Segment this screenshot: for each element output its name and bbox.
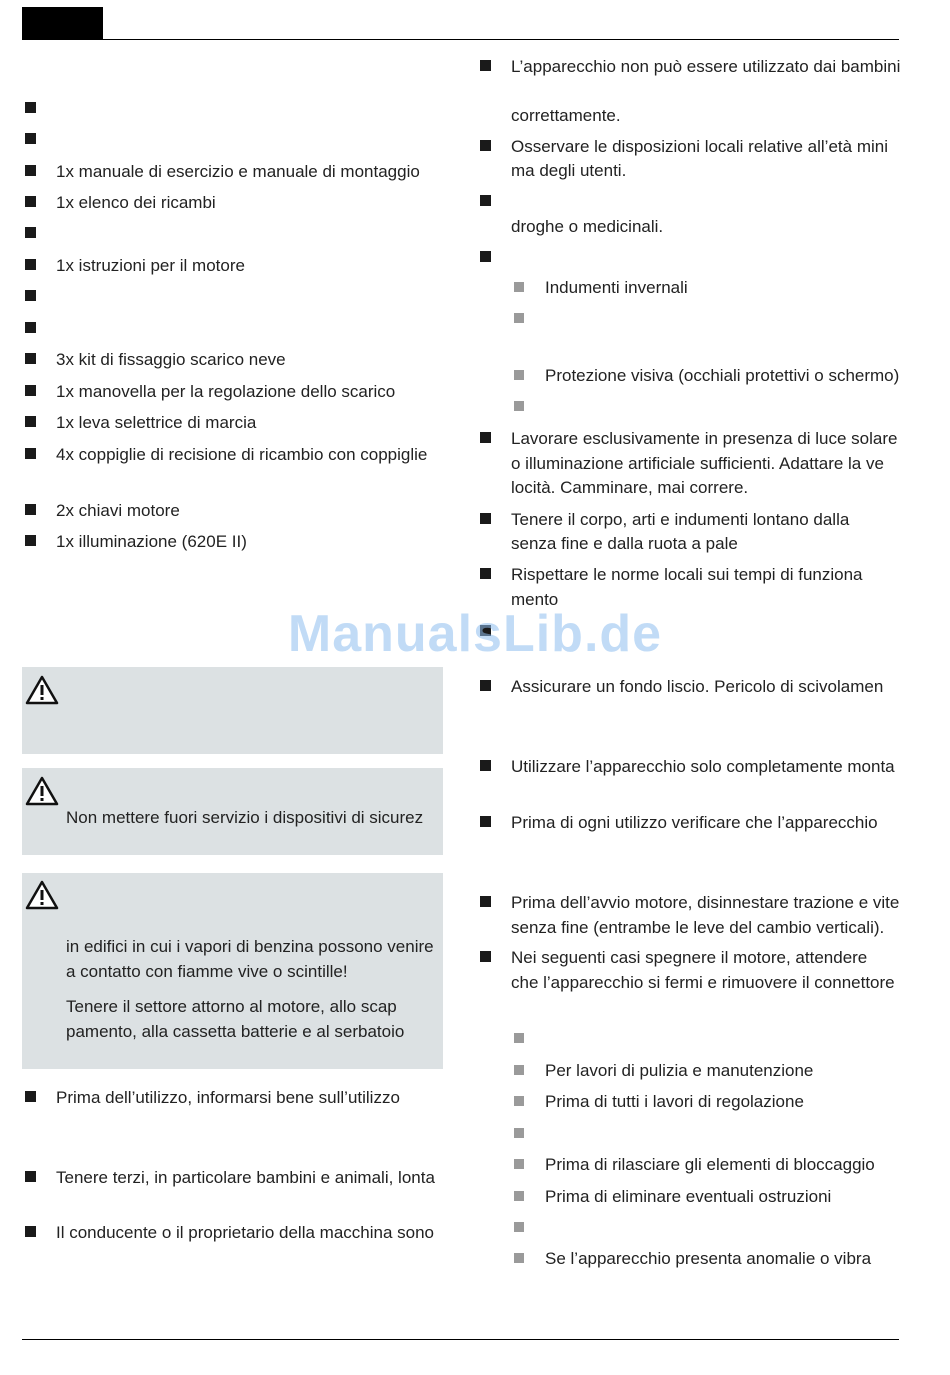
bullet [25, 504, 36, 515]
warning-text: Tenere il settore attorno al motore, allo scap [66, 997, 397, 1016]
bullet [25, 535, 36, 546]
text-line: Rispettare le norme locali sui tempi di funziona [511, 565, 863, 584]
bullet [25, 1091, 36, 1102]
text-line: Tenere il corpo, arti e indumenti lontano dalla [511, 510, 850, 529]
text-line: Utilizzare l’apparecchio solo completamente monta [511, 757, 895, 776]
list-item: Il conducente o il proprietario della macchina sono [56, 1223, 435, 1242]
sub-bullet [514, 1253, 524, 1263]
text-line: ma degli utenti. [511, 161, 627, 180]
bullet [25, 353, 36, 364]
bullet [25, 1226, 36, 1237]
text-line: Per lavori di pulizia e manutenzione [545, 1061, 814, 1080]
list-item: 1x manuale di esercizio e manuale di montaggio [56, 162, 420, 181]
list-item: 1x illuminazione (620E II) [56, 532, 247, 551]
list-item: Tenere terzi, in particolare bambini e animali, lonta [56, 1168, 435, 1187]
bullet [25, 290, 36, 301]
bullet [25, 133, 36, 144]
list-item: 1x istruzioni per il motore [56, 256, 245, 275]
text-line: Prima di rilasciare gli elementi di bloccaggio [545, 1155, 875, 1174]
bullet [25, 165, 36, 176]
bullet [25, 385, 36, 396]
sub-bullet [514, 1096, 524, 1106]
bullet [25, 259, 36, 270]
bullet [480, 896, 491, 907]
warning-box [22, 667, 443, 754]
warning-text: in edifici in cui i vapori di benzina possono venire [66, 937, 434, 956]
sub-bullet [514, 1191, 524, 1201]
list-item: Prima dell’utilizzo, informarsi bene sull’utilizzo [56, 1088, 400, 1107]
text-line: Prima di ogni utilizzo verificare che l’apparecchio [511, 813, 878, 832]
text-line: Se l’apparecchio presenta anomalie o vibra [545, 1249, 872, 1268]
sub-bullet [514, 1065, 524, 1075]
sub-bullet [514, 282, 524, 292]
bullet [480, 951, 491, 962]
text-line: o illuminazione artificiale sufficienti. Adattare la ve [511, 454, 884, 473]
text-line: Assicurare un fondo liscio. Pericolo di scivolamen [511, 677, 884, 696]
bullet [25, 448, 36, 459]
bullet [25, 196, 36, 207]
text-line: senza fine e dalla ruota a pale [511, 534, 738, 553]
bullet [480, 568, 491, 579]
text-line: Lavorare esclusivamente in presenza di luce solare [511, 429, 898, 448]
text-line: Indumenti invernali [545, 278, 688, 297]
list-item: 4x coppiglie di recisione di ricambio con coppiglie [56, 445, 428, 464]
bullet [480, 760, 491, 771]
bullet [480, 195, 491, 206]
bullet [25, 416, 36, 427]
text-line: droghe o medicinali. [511, 217, 664, 236]
bullet [480, 432, 491, 443]
text-line: Prima di eliminare eventuali ostruzioni [545, 1187, 832, 1206]
bullet [480, 251, 491, 262]
list-item: 3x kit di fissaggio scarico neve [56, 350, 286, 369]
warning-text: a contatto con fiamme vive o scintille! [66, 962, 348, 981]
bullet [25, 1171, 36, 1182]
bullet [480, 513, 491, 524]
sub-bullet [514, 1128, 524, 1138]
bullet [25, 322, 36, 333]
watermark: ManualsLib.de [287, 605, 663, 663]
text-line: Osservare le disposizioni locali relative all’età mini [511, 137, 888, 156]
text-line: Prima dell’avvio motore, disinnestare trazione e vite [511, 893, 900, 912]
bullet [25, 227, 36, 238]
bullet [480, 60, 491, 71]
warning-triangle-icon [25, 880, 59, 910]
text-line: L’apparecchio non può essere utilizzato dai bambini [511, 57, 901, 76]
sub-bullet [514, 313, 524, 323]
header-rule [22, 39, 899, 40]
bullet [25, 102, 36, 113]
text-line: Prima di tutti i lavori di regolazione [545, 1092, 804, 1111]
footer-rule [22, 1339, 899, 1340]
text-line: correttamente. [511, 106, 621, 125]
text-line: Protezione visiva (occhiali protettivi o schermo) [545, 366, 900, 385]
sub-bullet [514, 1159, 524, 1169]
text-line: locità. Camminare, mai correre. [511, 478, 749, 497]
list-item: 1x elenco dei ricambi [56, 193, 216, 212]
text-line: senza fine (entrambe le leve del cambio verticali). [511, 918, 885, 937]
sub-bullet [514, 401, 524, 411]
list-item: 1x leva selettrice di marcia [56, 413, 257, 432]
list-item: 1x manovella per la regolazione dello scarico [56, 382, 396, 401]
bullet [480, 140, 491, 151]
warning-text: pamento, alla cassetta batterie e al serbatoio [66, 1022, 405, 1041]
text-line: Nei seguenti casi spegnere il motore, attendere [511, 948, 868, 967]
sub-bullet [514, 370, 524, 380]
text-line: mento [511, 590, 559, 609]
warning-triangle-icon [25, 776, 59, 806]
bullet [480, 816, 491, 827]
bullet [480, 680, 491, 691]
text-line: che l’apparecchio si fermi e rimuovere il connettore [511, 973, 895, 992]
sub-bullet [514, 1222, 524, 1232]
warning-triangle-icon [25, 675, 59, 705]
header-black-block [22, 7, 103, 40]
list-item: 2x chiavi motore [56, 501, 180, 520]
sub-bullet [514, 1033, 524, 1043]
warning-text: Non mettere fuori servizio i dispositivi di sicurez [66, 808, 424, 827]
